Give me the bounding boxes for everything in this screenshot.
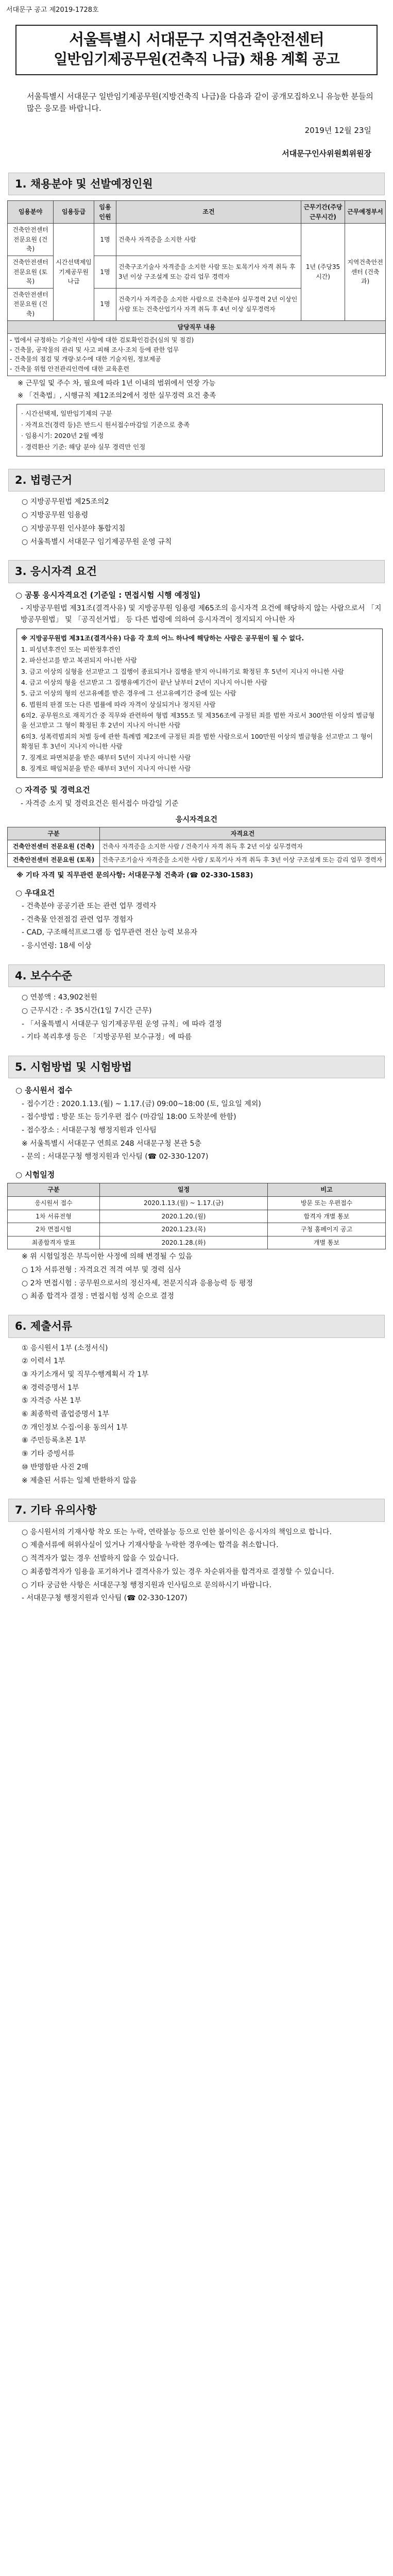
table-row <box>8 1236 386 1249</box>
section-1-box-notes <box>16 404 383 456</box>
application-title: ○ 응시원서 접수 <box>15 1086 73 1095</box>
col-header: 임용분야 <box>8 201 54 224</box>
salary-list <box>22 992 382 1043</box>
table-cell: 2020.1.23.(목) <box>100 1223 268 1236</box>
duty-item: - 건축물 위험 안전관리인력에 대한 교육훈련 <box>10 365 130 372</box>
disqualification-box <box>16 629 383 778</box>
document-item: ⑦ 개인정보 수집·이용 동의서 1부 <box>22 1423 128 1432</box>
section-4-heading: 4. 보수수준 <box>8 964 385 988</box>
law-item: ○ 지방공무원 인사분야 통합지침 <box>22 524 126 533</box>
documents-list <box>22 1343 382 1487</box>
table-row <box>8 1196 386 1210</box>
disqualification-item: 7. 징계로 파면처분을 받은 때부터 5년이 지나지 아니한 사람 <box>21 753 191 761</box>
table-cell: 건축사 자격증을 소지한 사람 / 건축기사 자격 취득 후 2년 이상 실무경력자 <box>100 840 386 854</box>
exam-notes <box>22 1251 382 1302</box>
license-requirement-text: - 자격증 소지 및 경력요건은 원서접수 마감일 기준 <box>21 799 179 808</box>
table-cell: 1차 서류전형 <box>8 1210 100 1223</box>
table-cell: 합격자 개별 통보 <box>268 1210 386 1223</box>
table-cell: 건축구조기술사 자격증을 소지한 사람 또는 토목기사 자격 취득 후 3년 이상 구조설계 또는 감리 업무 경력자 <box>116 256 301 289</box>
table-cell: 건축기사 자격증을 소지한 사람으로 건축분야 실무경력 2년 이상인 사람 또는 건축산업기사 자격 취득 후 4년 이상 실무경력자 <box>116 288 301 320</box>
table-cell: 2020.1.20.(월) <box>100 1210 268 1223</box>
document-item: ※ 제출된 서류는 일체 반환하지 않음 <box>22 1476 137 1485</box>
table-cell: 2020.1.13.(월) ~ 1.17.(금) <box>100 1196 268 1210</box>
schedule-table <box>7 1183 386 1249</box>
disqualification-item: 6의2. 공무원으로 재직기간 중 직무와 관련하여 형법 제355조 및 제356조에 규정된 죄를 범한 자로서 300만원 이상의 벌금형을 선고받고 그 형이 확정된 후 2년이 지나지 아니한 사람 <box>21 711 375 730</box>
table-cell: 건축사 자격증을 소지한 사람 <box>116 224 301 256</box>
table-cell: 건축안전센터 전문요원 (토목) <box>8 854 100 867</box>
document-item: ③ 자기소개서 및 직무수행계획서 각 1부 <box>22 1370 149 1379</box>
section-7-heading: 7. 기타 유의사항 <box>8 1499 385 1522</box>
table-cell: 건축안전센터 전문요원 (건축) <box>8 288 54 320</box>
disqualification-item: 6. 법원의 판결 또는 다른 법률에 따라 자격이 상실되거나 정지된 사람 <box>21 700 216 708</box>
application-item: - 접수장소 : 서대문구청 행정지원과 인사팀 <box>22 1126 157 1135</box>
duty-item: - 건축물의 점검 및 개량·보수에 대한 기술지원, 정보제공 <box>10 355 161 363</box>
qualification-table <box>7 827 386 867</box>
table-cell: 지역건축안전센터 (건축과) <box>345 224 386 320</box>
application-item: - 접수기간 : 2020.1.13.(월) ~ 1.17.(금) 09:00~18:00 (토, 일요일 제외) <box>22 1099 261 1108</box>
intro-text: 서울특별시 서대문구 일반임기제공무원(지방건축직 나급)을 다음과 같이 공개모집하오니 유능한 분들의 많은 응모를 바랍니다. <box>27 91 373 113</box>
preference-item: - 건축분야 공공기관 또는 관련 업무 경력자 <box>22 902 157 910</box>
col-header: 임용인원 <box>94 201 116 224</box>
recruitment-table <box>7 200 386 376</box>
table-row <box>8 224 386 256</box>
section-3-heading: 3. 응시자격 요건 <box>8 560 385 583</box>
application-item: - 문의 : 서대문구청 행정지원과 인사팀 (☎ 02-330-1207) <box>22 1153 209 1161</box>
col-header: 자격요건 <box>100 827 386 840</box>
table-cell: 2020.1.28.(화) <box>100 1236 268 1249</box>
title-line-1: 서울특별시 서대문구 지역건축안전센터 <box>69 31 324 49</box>
disqualification-item: 4. 금고 이상의 형을 선고받고 그 집행유예기간이 끝난 날부터 2년이 지나지 아니한 사람 <box>21 678 268 686</box>
section-1-notes <box>18 378 382 401</box>
table-cell: 2차 면접시험 <box>8 1223 100 1236</box>
preference-title: ○ 우대요건 <box>15 888 55 897</box>
notice-date: 2019년 12월 23일 <box>304 126 371 135</box>
document-item: ⑩ 반명함판 사진 2매 <box>22 1463 89 1471</box>
title-box <box>15 25 378 75</box>
disqualification-title: ※ 지방공무원법 제31조(결격사유) 다음 각 호의 어느 하나에 해당하는 사람은 공무원이 될 수 없다. <box>21 634 304 642</box>
table-cell: 건축구조기술사 자격증을 소지한 사람 / 토목기사 자격 취득 후 3년 이상 구조설계 또는 감리 업무 경력자 <box>100 854 386 867</box>
col-header: 비고 <box>268 1183 386 1197</box>
exam-note-item: ※ 위 시험일정은 부득이한 사정에 의해 변경될 수 있음 <box>22 1252 193 1261</box>
contact-note: ※ 기타 자격 및 직무관련 문의사항: 서대문구청 건축과 (☎ 02-330-1583) <box>16 871 253 879</box>
table-cell: 1년 (주당35시간) <box>301 224 345 320</box>
exam-note-item: ○ 최종 합격자 결정 : 면접시험 성적 순으로 결정 <box>22 1292 174 1301</box>
col-header: 구분 <box>8 827 100 840</box>
preference-item: - 응시연령: 18세 이상 <box>22 941 92 950</box>
duty-item: - 건축물, 공작물의 관리 및 사고 피해 조사·조치 등에 관한 업무 <box>10 346 179 353</box>
preference-item: - CAD, 구조해석프로그램 등 업무관련 전산 능력 보유자 <box>22 928 198 937</box>
schedule-title: ○ 시험일정 <box>15 1170 55 1180</box>
table-cell: 응시원서 접수 <box>8 1196 100 1210</box>
application-item: ※ 서울특별시 서대문구 연희로 248 서대문구청 본관 5층 <box>22 1139 201 1148</box>
disqualification-item: 5. 금고 이상의 형의 선고유예를 받은 경우에 그 선고유예기간 중에 있는 사람 <box>21 689 236 698</box>
table-cell: 건축안전센터 전문요원 (건축) <box>8 840 100 854</box>
notice-item: ○ 응시원서의 기재사항 착오 또는 누락, 연락불능 등으로 인한 불이익은 응시자의 책임으로 합니다. <box>22 1528 332 1536</box>
common-qualification-title: ○ 공통 응시자격요건 (기준일 : 면접시험 시행 예정일) <box>15 590 201 600</box>
document-item: ④ 경력증명서 1부 <box>22 1383 79 1392</box>
document-item: ⑧ 주민등록초본 1부 <box>22 1436 87 1445</box>
table-cell: 개별 통보 <box>268 1236 386 1249</box>
document-item: ① 응시원서 1부 (소정서식) <box>22 1344 108 1352</box>
table-cell: 1명 <box>94 256 116 289</box>
table-row <box>8 840 386 854</box>
salary-item: - 기타 복리후생 등은 「지방공무원 보수규정」에 따름 <box>22 1033 192 1042</box>
table-cell: 시간선택제임기제공무원 나급 <box>54 224 94 320</box>
table-cell: 구청 홈페이지 공고 <box>268 1223 386 1236</box>
box-note-item: · 시간선택제, 일반임기제의 구분 <box>21 410 112 418</box>
qualification-table-title: 응시자격요건 <box>175 816 218 824</box>
preference-item: - 건축물 안전점검 관련 업무 경험자 <box>22 915 133 924</box>
document-page <box>6 0 387 1617</box>
common-qualification-text: - 지방공무원법 제31조(결격사유) 및 지방공무원 임용령 제65조의 응시자격 요건에 해당하지 않는 사람으로서 「지방공무원법」 및 「공직선거법」 등 다른 법령에 의하여 응시자격이 정지되지 아니한 자 <box>21 604 382 624</box>
law-item: ○ 지방공무원 임용령 <box>22 511 89 520</box>
note-item: ※ 근무일 및 주수 차, 필요에 따라 1년 이내의 범위에서 연장 가능 <box>18 379 216 387</box>
table-row <box>8 1223 386 1236</box>
title-line-2: 일반임기제공무원(건축직 나급) 채용 계획 공고 <box>54 50 339 68</box>
table-cell: 최종합격자 발표 <box>8 1236 100 1249</box>
disqualification-item: 2. 파산선고를 받고 복권되지 아니한 사람 <box>21 656 137 665</box>
section-6-heading: 6. 제출서류 <box>8 1315 385 1338</box>
note-item: ※ 「건축법」, 시행규칙 제12조의2에서 정한 실무경력 요건 충족 <box>18 391 216 400</box>
exam-note-item: ○ 2차 면접시험 : 공무원으로서의 정신자세, 전문지식과 응용능력 등 평정 <box>22 1279 253 1287</box>
notice-item: ○ 기타 궁금한 사항은 서대문구청 행정지원과 인사팀으로 문의하시기 바랍니다. <box>22 1581 272 1589</box>
disqualification-item: 1. 피성년후견인 또는 피한정후견인 <box>21 645 121 653</box>
document-item: ⑤ 자격증 사본 1부 <box>22 1397 81 1405</box>
section-2-heading: 2. 법령근거 <box>8 469 385 492</box>
exam-note-item: ○ 1차 서류전형 : 자격요건 적격 여부 및 경력 심사 <box>22 1266 181 1275</box>
section-1-heading: 1. 채용분야 및 선발예정인원 <box>8 173 385 196</box>
box-note-item: · 경력환산 기준: 해당 분야 실무 경력만 인정 <box>21 443 146 451</box>
issuer: 서대문구인사위원회위원장 <box>282 149 371 159</box>
notice-item: - 서대문구청 행정지원과 인사팀 (☎ 02-330-1207) <box>22 1594 187 1603</box>
col-header: 조건 <box>116 201 301 224</box>
application-list <box>22 1099 382 1163</box>
duties-title: 담당직무 내용 <box>8 320 386 334</box>
law-list <box>22 497 382 548</box>
box-note-item: · 임용시기: 2020년 2월 예정 <box>21 432 104 440</box>
salary-item: - 「서울특별시 서대문구 임기제공무원 운영 규칙」에 따라 결정 <box>22 1020 222 1028</box>
document-item: ② 이력서 1부 <box>22 1357 65 1366</box>
notes-list <box>22 1527 382 1604</box>
notice-number: 서대문구 공고 제2019-1728호 <box>6 6 99 14</box>
disqualification-item: 8. 징계로 해임처분을 받은 때부터 3년이 지나지 아니한 사람 <box>21 764 191 772</box>
col-header: 임용등급 <box>54 201 94 224</box>
document-item: ⑥ 최종학력 졸업증명서 1부 <box>22 1410 110 1419</box>
disqualification-item: 3. 금고 이상의 실형을 선고받고 그 집행이 종료되거나 집행을 받지 아니하기로 확정된 후 5년이 지나지 아니한 사람 <box>21 667 344 675</box>
section-5-heading: 5. 시험방법 및 시험방법 <box>8 1056 385 1079</box>
duties-cell <box>8 334 386 376</box>
table-cell: 건축안전센터 전문요원 (토목) <box>8 256 54 289</box>
table-row <box>8 1210 386 1223</box>
col-header: 일정 <box>100 1183 268 1197</box>
law-item: ○ 서울특별시 서대문구 임기제공무원 운영 규칙 <box>22 537 172 546</box>
duty-item: - 법에서 규정하는 기술적인 사항에 대한 검토확인검증(심의 및 점검) <box>10 336 194 344</box>
table-cell: 건축안전센터 전문요원 (건축) <box>8 224 54 256</box>
col-header: 구분 <box>8 1183 100 1197</box>
preference-list <box>22 901 382 952</box>
table-cell: 1명 <box>94 288 116 320</box>
notice-item: ○ 최종합격자가 임용을 포기하거나 결격사유가 있는 경우 차순위자를 합격자로 결정할 수 있습니다. <box>22 1567 334 1576</box>
table-cell: 1명 <box>94 224 116 256</box>
col-header: 근무기간(주당근무시간) <box>301 201 345 224</box>
notice-item: ○ 적격자가 없는 경우 선발하지 않을 수 있습니다. <box>22 1554 179 1563</box>
box-note-item: · 자격요건(경력 등)은 반드시 원서접수마감일 기준으로 충족 <box>21 420 190 429</box>
col-header: 근무예정부서 <box>345 201 386 224</box>
disqualification-item: 6의3. 성폭력범죄의 처벌 등에 관한 특례법 제2조에 규정된 죄를 범한 사람으로서 100만원 이상의 벌금형을 선고받고 그 형이 확정된 후 3년이 지나지 아니한 사람 <box>21 732 373 751</box>
table-cell: 방문 또는 우편접수 <box>268 1196 386 1210</box>
notice-item: ○ 제출서류에 허위사실이 있거나 기재사항을 누락한 경우에는 합격을 취소합니다. <box>22 1541 279 1550</box>
application-item: - 접수방법 : 방문 또는 등기우편 접수 (마감일 18:00 도착분에 한함) <box>22 1113 236 1122</box>
license-requirement-title: ○ 자격증 및 경력요건 <box>15 785 90 795</box>
law-item: ○ 지방공무원법 제25조의2 <box>22 498 109 506</box>
document-item: ⑨ 기타 증빙서류 <box>22 1450 75 1459</box>
table-row <box>8 854 386 867</box>
salary-item: ○ 근무시간 : 주 35시간(1일 7시간 근무) <box>22 1006 152 1015</box>
salary-item: ○ 연봉액 : 43,902천원 <box>22 993 97 1002</box>
